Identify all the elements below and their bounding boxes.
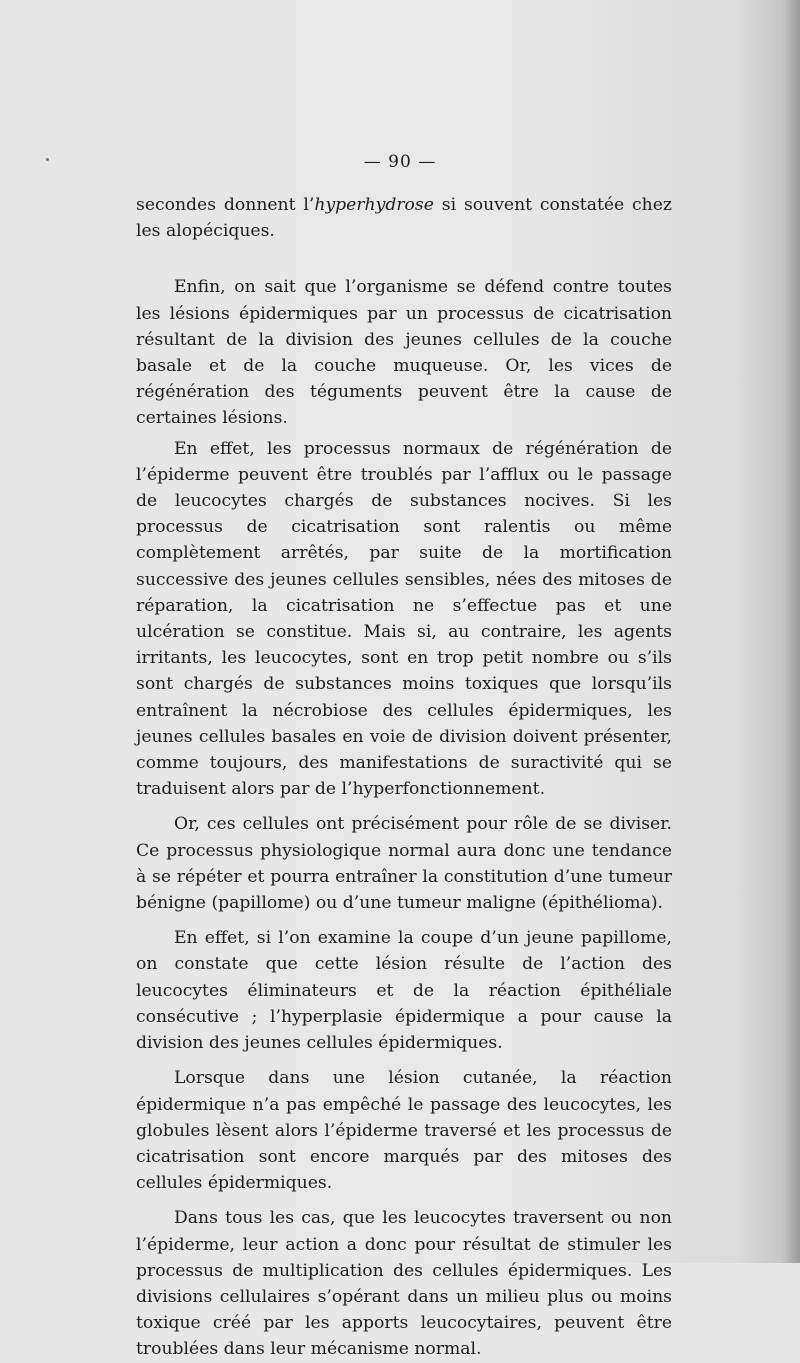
paragraph-2: Enfin, on sait que l’organisme se défend contre toutes les lésions épidermiques par un processus de cicatrisation résultant de la division des jeunes cellules de la couche basale et de la couche muqueuse. Or, les vices de régénération des téguments peuvent être la cause de certaines lésions. bbox=[136, 277, 672, 429]
paragraph-5: En effet, si l’on examine la coupe d’un jeune papillome, on constate que cette lésion résulte de l’action des leucocytes éliminateurs et de la réaction épithéliale consécutive ; l’hyperplasie épidermique a pour cause la division des jeunes cellules épidermiques. bbox=[136, 928, 672, 1054]
paragraph-7: Dans tous les cas, que les leucocytes traversent ou non l’épiderme, leur action a donc pour résultat de stimuler les processus de multiplication des cellules épidermiques. Les divisions cellulaires s’opérant dans un milieu plus ou moins toxique créé par les apports leucocytaires, peuvent être troublées dans leur mécanisme normal. bbox=[136, 1208, 672, 1360]
paragraph-4: Or, ces cellules ont précisément pour rôle de se diviser. Ce processus physiologique normal aura donc une tendance à se répéter et pourra entraîner la constitution d’une tumeur bénigne (papillome) ou d’une tumeur maligne (épithélioma). bbox=[136, 814, 672, 914]
paragraph-1 bbox=[136, 192, 672, 244]
paragraph-1-start: secondes donnent l’ bbox=[136, 195, 315, 215]
body-text bbox=[136, 192, 672, 1363]
paragraph-6: Lorsque dans une lésion cutanée, la réaction épidermique n’a pas empêché le passage des leucocytes, les globules lèsent alors l’épiderme traversé et les processus de cicatrisation sont encore marqués par des mitoses des cellules épidermiques. bbox=[136, 1068, 672, 1194]
paragraph-1-end: si souvent constatée chez les alopéciques. bbox=[136, 195, 672, 242]
page-number: — 90 — bbox=[363, 152, 437, 172]
page-edge-shadow bbox=[782, 0, 800, 1263]
paragraph-3: En effet, les processus normaux de régénération de l’épiderme peuvent être troublés par l’afflux ou le passage de leucocytes chargés de substances nocives. Si les processus de cicatrisation sont ralentis ou même complètement arrêtés, par suite de la mortification successive des jeunes cellules sensibles, nées des mitoses de réparation, la cicatrisation ne s’effectue pas et une ulcération se constitue. Mais si, au contraire, les agents irritants, les leucocytes, sont en trop petit nombre ou s’ils sont chargés de substances moins toxiques que lorsqu’ils entraînent la nécrobiose des cellules épidermiques, les jeunes cellules basales en voie de division doivent présenter, comme toujours, des manifestations de suractivité qui se traduisent alors par de l’hyperfonctionnement. bbox=[136, 438, 672, 800]
italic-term: hyperhydrose bbox=[314, 195, 434, 215]
